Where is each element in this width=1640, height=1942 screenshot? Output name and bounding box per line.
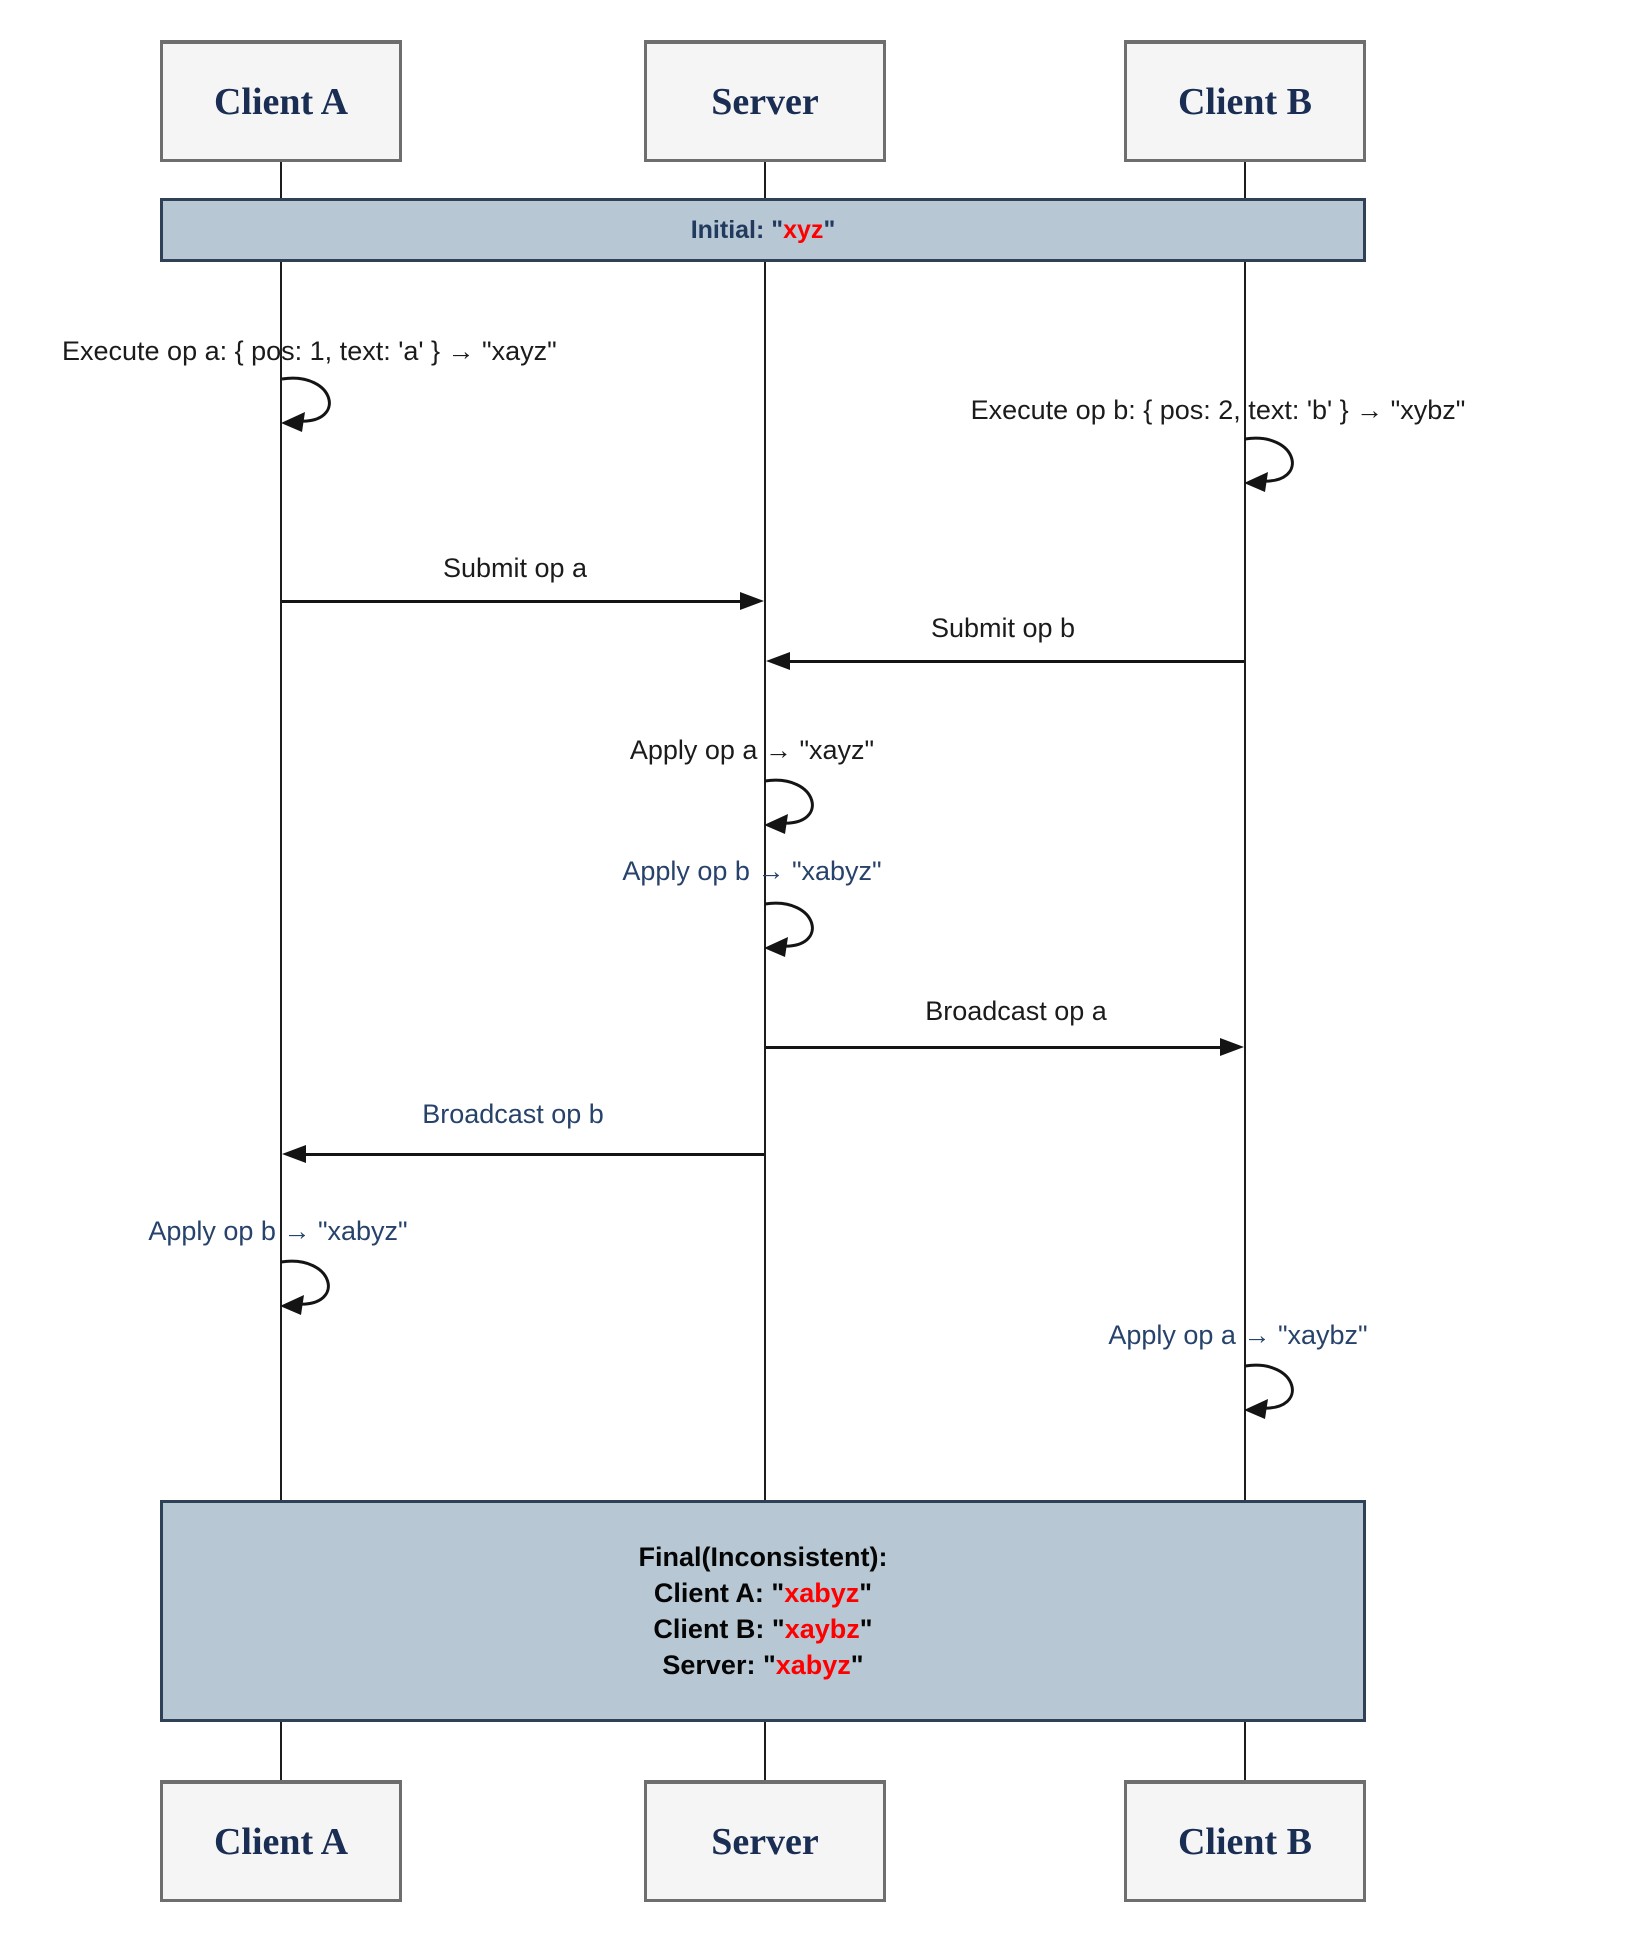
actor-label-client-a-bottom: Client A (213, 1820, 349, 1863)
arrowhead-right-icon (1220, 1038, 1244, 1056)
self-loop-arrow-client-a-2 (279, 1259, 354, 1317)
actor-label-server-bottom: Server (711, 1820, 819, 1863)
arrowhead-left-icon (766, 652, 790, 670)
arrow-submit-op-b (766, 651, 1244, 671)
note-final-line-server (662, 1647, 863, 1683)
final-client-b-quote: " (859, 1614, 873, 1644)
note-initial-text (691, 216, 836, 245)
arrowhead-right-icon (740, 592, 764, 610)
message-broadcast-op-a: Broadcast op a (925, 996, 1107, 1026)
actor-label-client-a-top: Client A (213, 80, 349, 123)
arrow-line (766, 1046, 1224, 1049)
note-initial-state (160, 198, 1366, 262)
final-client-b-label: Client B: " (653, 1614, 785, 1644)
final-server-quote: " (850, 1650, 864, 1680)
self-loop-arrow-client-b-2 (1243, 1363, 1318, 1421)
note-final-state (160, 1500, 1366, 1722)
note-initial-value: xyz (783, 215, 824, 244)
final-server-label: Server: " (662, 1650, 776, 1680)
message-apply-op-a-client-b: Apply op a → "xaybz" (1108, 1320, 1368, 1350)
actor-box-client-b-top (1124, 40, 1366, 162)
message-execute-op-b: Execute op b: { pos: 2, text: 'b' } → "xybz" (970, 395, 1466, 425)
arrowhead-left-icon (282, 1145, 306, 1163)
final-client-a-value: xabyz (784, 1578, 860, 1608)
note-final-title: Final(Inconsistent): (638, 1542, 888, 1572)
arrow-line (282, 600, 744, 603)
actor-box-client-b-bottom (1124, 1780, 1366, 1902)
message-execute-op-a: Execute op a: { pos: 1, text: 'a' } → "xayz" (62, 336, 557, 366)
actor-box-server-bottom (644, 1780, 886, 1902)
message-apply-op-a-server: Apply op a → "xayz" (629, 735, 875, 765)
message-submit-op-b: Submit op b (930, 613, 1076, 643)
note-final-line-client-b (653, 1611, 872, 1647)
arrow-broadcast-op-a (766, 1037, 1244, 1057)
note-initial-prefix: Initial: " (690, 215, 784, 244)
self-loop-arrow-client-a-1 (280, 376, 355, 434)
final-client-a-label: Client A: " (653, 1578, 785, 1608)
actor-box-client-a-top (160, 40, 402, 162)
actor-box-client-a-bottom (160, 1780, 402, 1902)
note-initial-suffix: " (823, 215, 836, 244)
message-apply-op-b-server: Apply op b → "xabyz" (622, 856, 882, 886)
message-submit-op-a: Submit op a (442, 553, 588, 583)
arrow-line (786, 660, 1244, 663)
actor-label-server-top: Server (711, 80, 819, 123)
actor-label-client-b-bottom: Client B (1177, 1820, 1313, 1863)
arrow-line (302, 1153, 764, 1156)
self-loop-arrow-server-2 (763, 901, 838, 959)
actor-label-client-b-top: Client B (1177, 80, 1313, 123)
arrow-submit-op-a (282, 591, 764, 611)
self-loop-arrow-server-1 (763, 778, 838, 836)
actor-box-server-top (644, 40, 886, 162)
final-server-value: xabyz (775, 1650, 851, 1680)
arrow-broadcast-op-b (282, 1144, 764, 1164)
note-final-line-client-a (654, 1575, 872, 1611)
message-apply-op-b-client-a: Apply op b → "xabyz" (148, 1216, 408, 1246)
final-client-a-quote: " (859, 1578, 873, 1608)
self-loop-arrow-client-b-1 (1243, 436, 1318, 494)
final-client-b-value: xaybz (784, 1614, 860, 1644)
message-broadcast-op-b: Broadcast op b (422, 1099, 604, 1129)
